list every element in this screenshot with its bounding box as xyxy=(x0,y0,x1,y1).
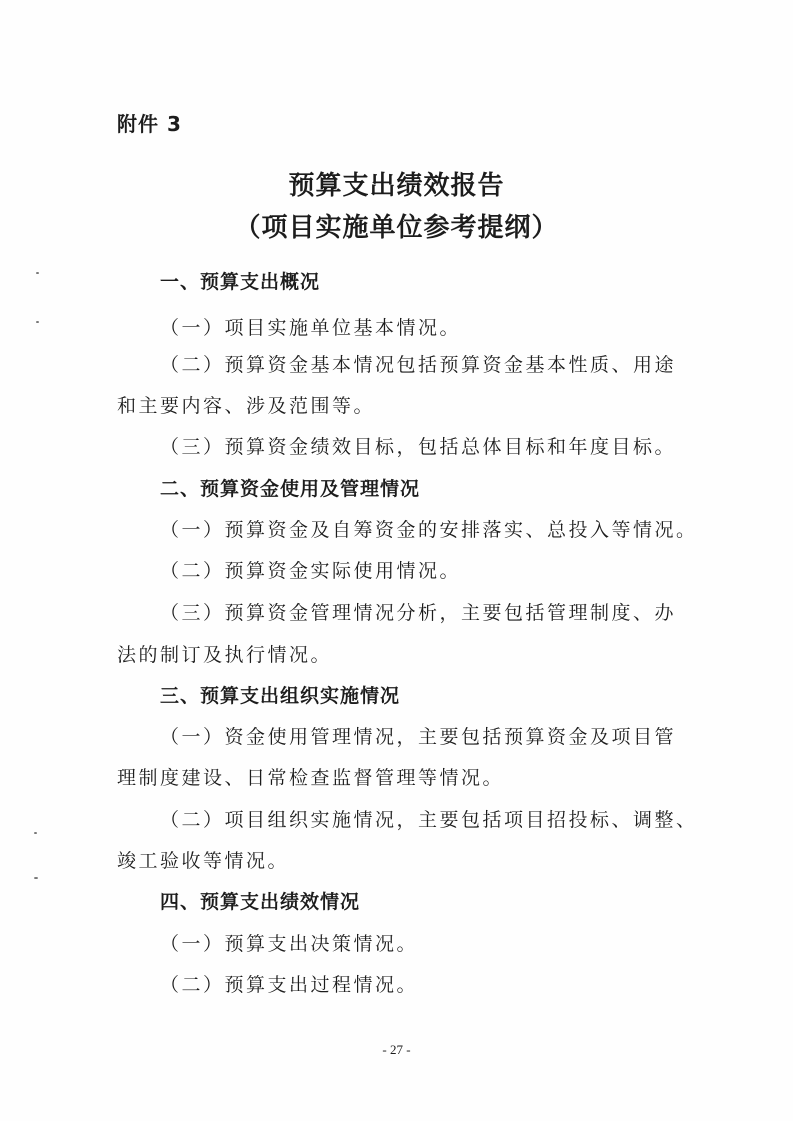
paragraph-line: （三）预算资金绩效目标，包括总体目标和年度目标。 xyxy=(160,436,677,458)
section-heading-2: 二、预算资金使用及管理情况 xyxy=(160,478,421,500)
paragraph-line: （二）项目组织实施情况，主要包括项目招投标、调整、 xyxy=(160,809,698,831)
scan-speck xyxy=(34,877,38,879)
section-heading-3: 三、预算支出组织实施情况 xyxy=(160,685,401,707)
paragraph-line: （一）资金使用管理情况，主要包括预算资金及项目管 xyxy=(160,726,677,748)
attachment-label: 附件 3 xyxy=(117,112,182,136)
section-heading-4: 四、预算支出绩效情况 xyxy=(160,891,361,913)
scan-speck xyxy=(36,321,39,323)
page-number: - 27 - xyxy=(382,1042,411,1057)
paragraph-line: （一）项目实施单位基本情况。 xyxy=(160,317,462,339)
scan-speck xyxy=(34,832,37,834)
paragraph-line: 理制度建设、日常检查监督管理等情况。 xyxy=(117,767,505,789)
paragraph-line: 和主要内容、涉及范围等。 xyxy=(117,395,376,417)
paragraph-line: 法的制订及执行情况。 xyxy=(117,644,333,666)
document-subtitle: （项目实施单位参考提纲） xyxy=(234,213,559,243)
paragraph-line: （三）预算资金管理情况分析，主要包括管理制度、办 xyxy=(160,602,677,624)
paragraph-line: （一）预算支出决策情况。 xyxy=(160,933,419,955)
scan-speck xyxy=(36,272,39,274)
paragraph-line: （二）预算支出过程情况。 xyxy=(160,974,419,996)
paragraph-line: （二）预算资金实际使用情况。 xyxy=(160,560,462,582)
paragraph-line: 竣工验收等情况。 xyxy=(117,850,290,872)
document-title: 预算支出绩效报告 xyxy=(288,171,505,201)
paragraph-line: （二）预算资金基本情况包括预算资金基本性质、用途 xyxy=(160,354,677,376)
paragraph-line: （一）预算资金及自筹资金的安排落实、总投入等情况。 xyxy=(160,519,698,541)
section-heading-1: 一、预算支出概况 xyxy=(160,271,321,293)
